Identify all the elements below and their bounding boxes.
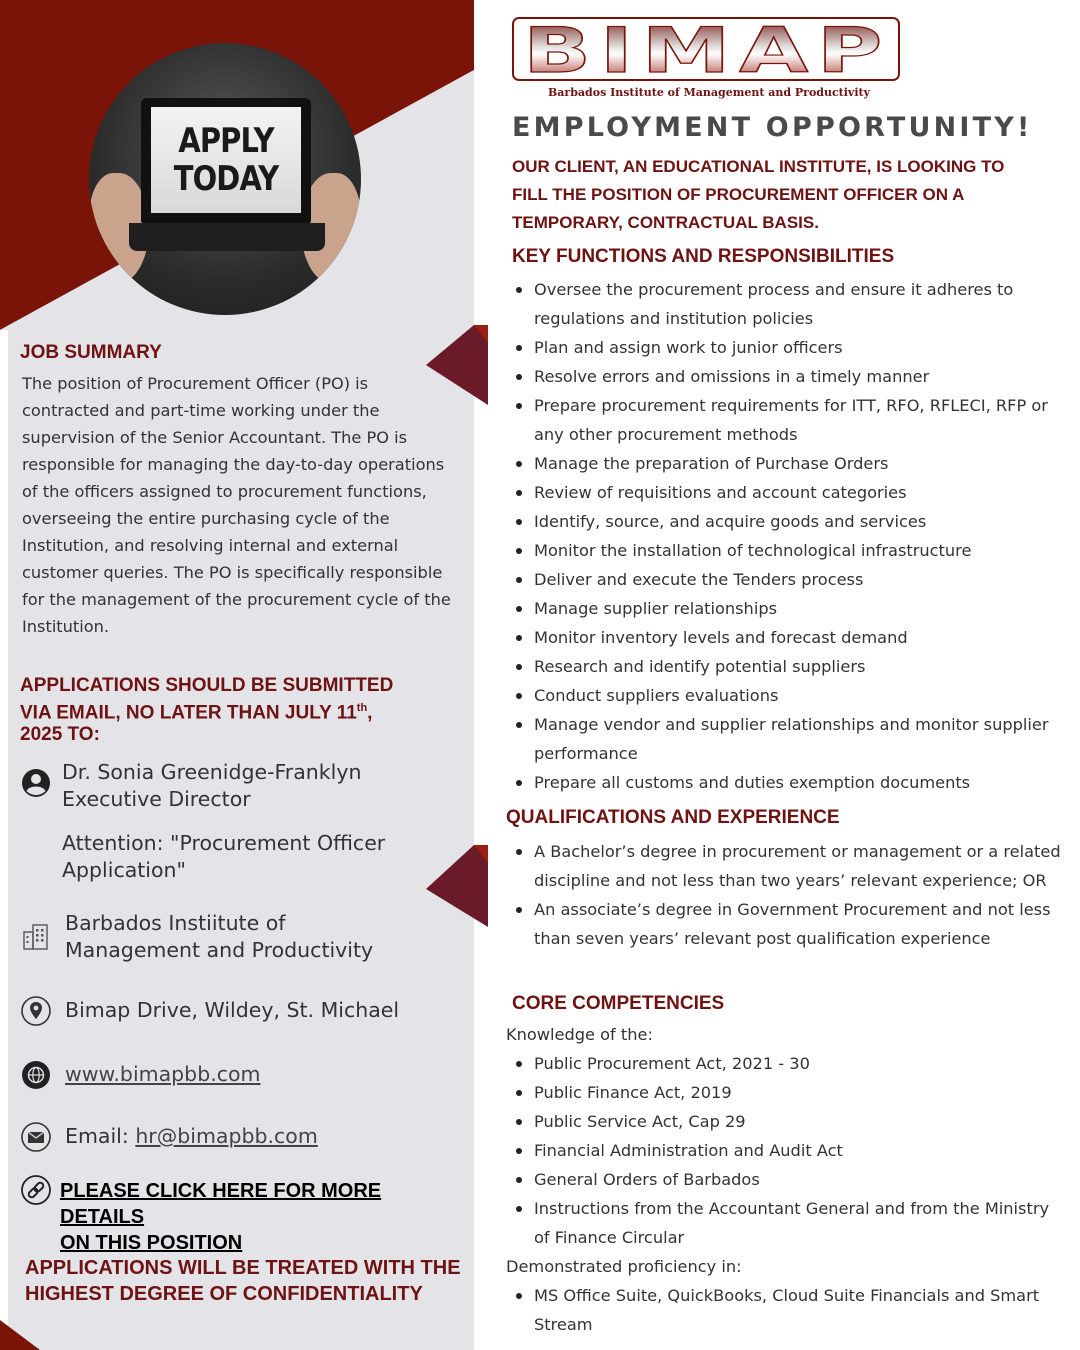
globe-icon	[21, 1060, 51, 1090]
application-deadline-heading	[20, 675, 460, 746]
apply-heading-line2: VIA EMAIL, NO LATER THAN JULY 11th,	[20, 702, 373, 724]
attention-line	[62, 830, 385, 884]
apply-heading-line3: 2025 TO:	[20, 724, 100, 746]
confidential-line1: APPLICATIONS WILL BE TREATED WITH THE	[25, 1257, 461, 1279]
list-item: Review of requisitions and account categories	[506, 478, 1066, 507]
logo-text: BIMAP	[523, 17, 891, 87]
organization	[65, 910, 373, 964]
list-item: Monitor inventory levels and forecast demand	[506, 623, 1066, 652]
contact-name: Dr. Sonia Greenidge-Franklyn	[62, 760, 362, 784]
list-item: Oversee the procurement process and ensure it adheres to regulations and institution policies	[506, 275, 1066, 333]
list-item: Identify, source, and acquire goods and services	[506, 507, 1066, 536]
attention-line2: Application"	[62, 858, 186, 882]
core-competencies-heading: CORE COMPETENCIES	[512, 993, 725, 1014]
list-item: Plan and assign work to junior officers	[506, 333, 1066, 362]
list-item: Resolve errors and omissions in a timely manner	[506, 362, 1066, 391]
intro-line2: FILL THE POSITION OF PROCUREMENT OFFICER ON A	[512, 185, 965, 204]
logo-subtitle: Barbados Institute of Management and Productivity	[548, 86, 870, 99]
date-suffix: th	[356, 702, 368, 714]
org-line2: Management and Productivity	[65, 938, 374, 962]
list-item: MS Office Suite, QuickBooks, Cloud Suite Financials and Smart Stream	[506, 1281, 1066, 1339]
apply-heading-line1: APPLICATIONS SHOULD BE SUBMITTED	[20, 675, 394, 696]
building-icon	[21, 922, 51, 952]
divider-triangle-bottom	[426, 845, 488, 927]
core-proficiency-list	[506, 1281, 1066, 1339]
core-proficiency-intro: Demonstrated proficiency in:	[506, 1257, 742, 1276]
email-line	[65, 1123, 318, 1150]
confidentiality-notice	[25, 1255, 465, 1307]
intro-line3: TEMPORARY, CONTRACTUAL BASIS.	[512, 213, 819, 232]
list-item: Prepare procurement requirements for ITT, RFO, RFLECI, RFP or any other procurement methods	[506, 391, 1066, 449]
list-item: Monitor the installation of technological infrastructure	[506, 536, 1066, 565]
laptop-keyboard	[129, 223, 325, 251]
today-word: TODAY	[173, 159, 279, 199]
contact-person	[62, 759, 361, 813]
intro-line1: OUR CLIENT, AN EDUCATIONAL INSTITUTE, IS LOOKING TO	[512, 157, 1005, 176]
person-icon	[21, 768, 51, 798]
list-item: Research and identify potential suppliers	[506, 652, 1066, 681]
list-item: A Bachelor’s degree in procurement or management or a related discipline and not less than two years’ relevant experience; OR	[506, 837, 1066, 895]
list-item: Public Service Act, Cap 29	[506, 1107, 1066, 1136]
list-item: An associate’s degree in Government Procurement and not less than seven years’ relevant post qualification experience	[506, 895, 1066, 953]
email-label: Email:	[65, 1124, 136, 1148]
org-line1: Barbados Instiitute of	[65, 911, 286, 935]
email-icon	[21, 1122, 51, 1152]
list-item: Public Finance Act, 2019	[506, 1078, 1066, 1107]
attention-line1: Attention: "Procurement Officer	[62, 831, 386, 855]
core-intro: Knowledge of the:	[506, 1025, 653, 1044]
more-details-line2[interactable]: ON THIS POSITION	[60, 1232, 243, 1254]
apply-today-photo	[89, 43, 361, 315]
list-item: Manage vendor and supplier relationships and monitor supplier performance	[506, 710, 1066, 768]
key-functions-heading: KEY FUNCTIONS AND RESPONSIBILITIES	[512, 246, 895, 267]
list-item: Manage supplier relationships	[506, 594, 1066, 623]
contact-title: Executive Director	[62, 787, 251, 811]
apply-word: APPLY	[178, 121, 274, 161]
apply-today-text	[162, 107, 290, 213]
list-item: Prepare all customs and duties exemption documents	[506, 768, 1066, 797]
job-summary-text: The position of Procurement Officer (PO) is contracted and part-time working under the supervision of the Senior Accountant. The PO is responsible for managing the day-to-day operations of the officers assigned to procurement functions, overseeing the entire purchasing cycle of the Institution, and resolving internal and external customer queries. The PO is specifically responsible for the management of the procurement cycle of the Institution.	[22, 374, 451, 636]
list-item: Instructions from the Accountant General and from the Ministry of Finance Circular	[506, 1194, 1066, 1252]
list-item: Public Procurement Act, 2021 - 30	[506, 1049, 1066, 1078]
more-details-link[interactable]	[60, 1178, 460, 1256]
qualifications-list	[506, 837, 1066, 953]
more-details-line1[interactable]: PLEASE CLICK HERE FOR MORE DETAILS	[60, 1180, 382, 1228]
link-icon	[21, 1175, 51, 1205]
list-item: Financial Administration and Audit Act	[506, 1136, 1066, 1165]
list-item: Manage the preparation of Purchase Orders	[506, 449, 1066, 478]
job-summary-heading: JOB SUMMARY	[20, 342, 162, 363]
email-link[interactable]: hr@bimapbb.com	[135, 1124, 318, 1148]
intro-text	[512, 153, 1032, 237]
location-pin-icon	[21, 996, 51, 1026]
list-item: Conduct suppliers evaluations	[506, 681, 1066, 710]
main-title: EMPLOYMENT OPPORTUNITY!	[512, 112, 1033, 143]
address: Bimap Drive, Wildey, St. Michael	[65, 998, 400, 1022]
qualifications-heading: QUALIFICATIONS AND EXPERIENCE	[506, 807, 840, 828]
core-knowledge-list	[506, 1049, 1066, 1252]
website-link[interactable]: www.bimapbb.com	[65, 1062, 261, 1086]
key-functions-list	[506, 275, 1066, 797]
list-item: Deliver and execute the Tenders process	[506, 565, 1066, 594]
list-item: General Orders of Barbados	[506, 1165, 1066, 1194]
confidential-line2: HIGHEST DEGREE OF CONFIDENTIALITY	[25, 1283, 423, 1305]
